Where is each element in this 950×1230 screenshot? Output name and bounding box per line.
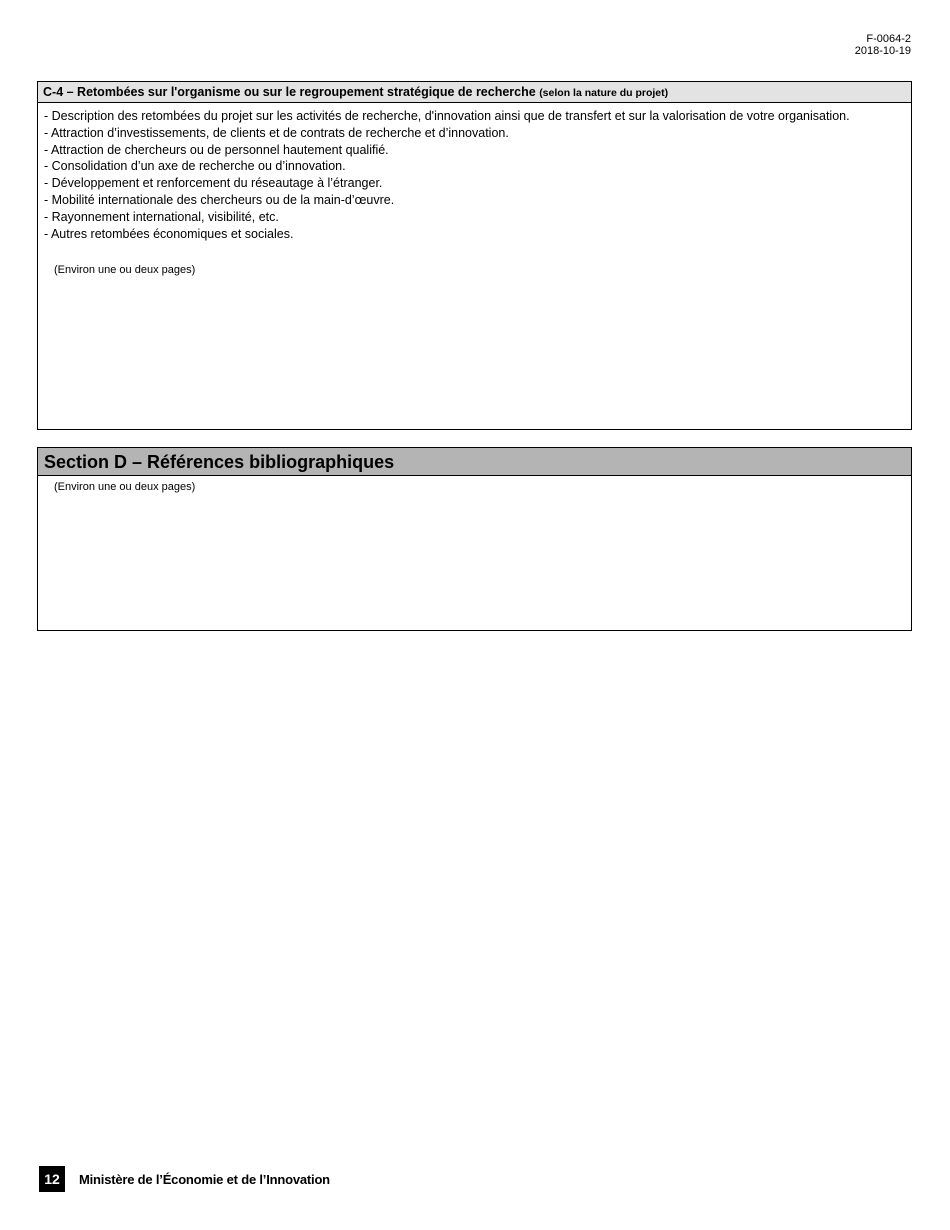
section-c4-note: (Environ une ou deux pages)	[54, 264, 196, 277]
list-item: - Attraction d’investissements, de clients et de contrats de recherche et d’innovation.	[44, 125, 509, 140]
section-c4-list	[38, 103, 911, 242]
list-item: - Consolidation d’un axe de recherche ou d’innovation.	[44, 159, 346, 174]
section-c4-header	[38, 82, 911, 103]
list-item: - Mobilité internationale des chercheurs ou de la main-d’œuvre.	[44, 192, 395, 207]
section-c4-title-note: (selon la nature du projet)	[539, 87, 669, 99]
page-number: 12	[39, 1166, 65, 1192]
list-item: - Autres retombées économiques et sociales.	[44, 226, 294, 241]
list-item: - Description des retombées du projet sur les activités de recherche, d'innovation ainsi que de transfert et sur la valorisation de votre organisation.	[44, 109, 850, 123]
list-item: - Développement et renforcement du réseautage à l’étranger.	[44, 176, 383, 191]
section-c4-box	[37, 81, 912, 430]
form-code	[855, 33, 911, 57]
list-item: - Attraction de chercheurs ou de personnel hautement qualifié.	[44, 142, 389, 157]
section-d-box	[37, 447, 912, 631]
ministry-name: Ministère de l’Économie et de l’Innovation	[79, 1171, 330, 1187]
section-d-header: Section D – Références bibliographiques	[38, 448, 911, 476]
form-number: F-0064-2	[866, 33, 911, 45]
section-c4-title: C-4 – Retombées sur l'organisme ou sur le regroupement stratégique de recherche	[43, 85, 536, 99]
page-footer	[39, 1166, 330, 1192]
form-date: 2018-10-19	[854, 45, 911, 57]
list-item: - Rayonnement international, visibilité, etc.	[44, 209, 279, 224]
section-d-note: (Environ une ou deux pages)	[54, 481, 196, 493]
